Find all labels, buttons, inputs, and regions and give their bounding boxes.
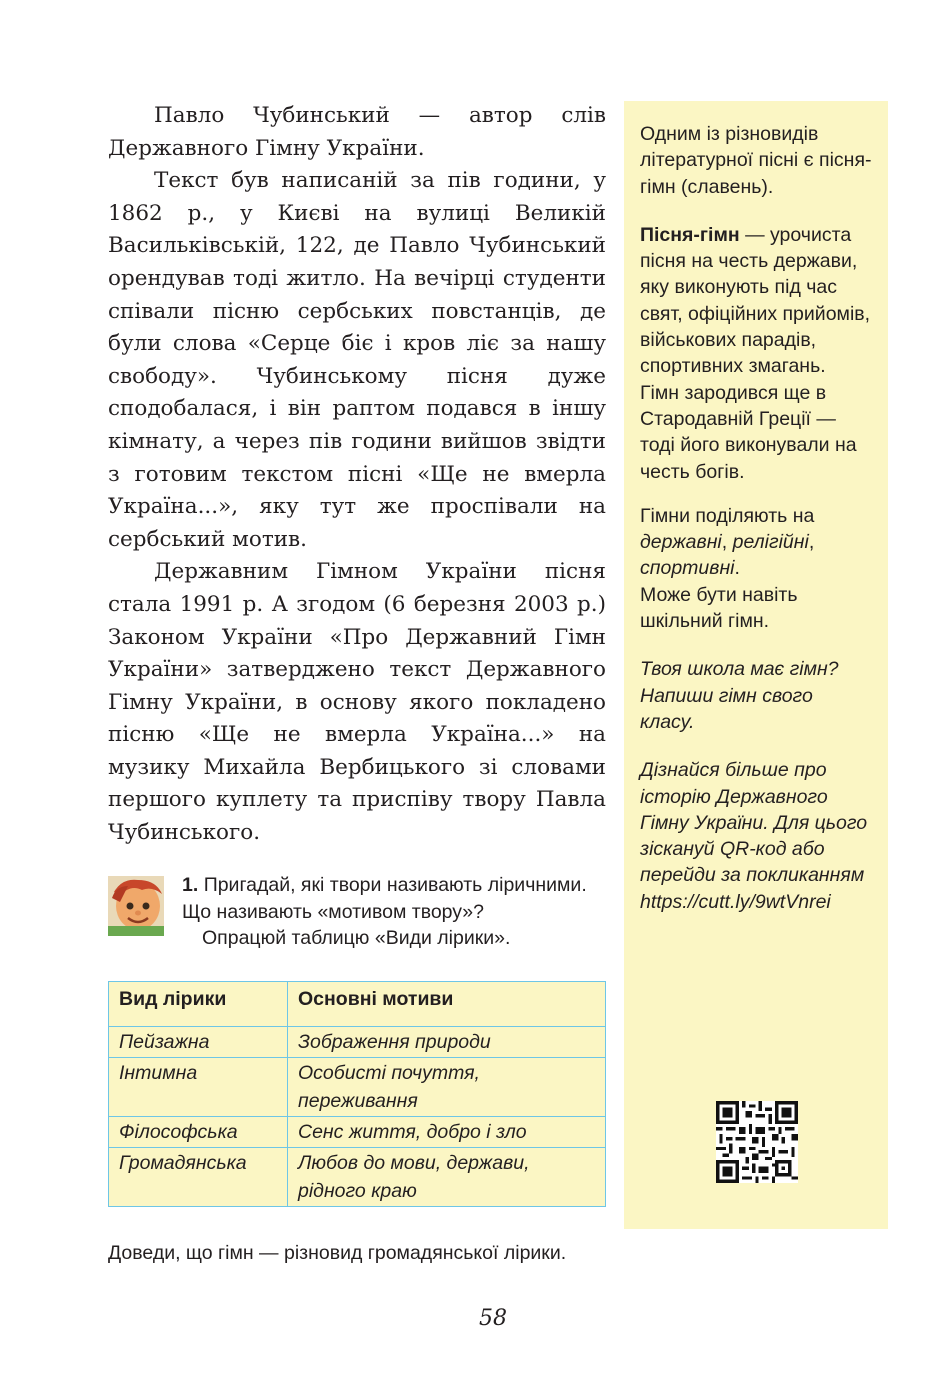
term-anthem: Пісня-гімн [640,223,740,246]
table-header-type: Вид лірики [109,982,288,1027]
table-cell-type: Громадянська [109,1148,288,1207]
table-cell-motif: Особисті почуття, переживання [288,1058,606,1117]
table-cell-type: Філософська [109,1117,288,1148]
task-text [182,872,602,952]
task-instruction: Опрацюй таблицю «Види лірики». [202,927,511,949]
table-row [109,1148,606,1207]
sidebar-intro: Одним із різновидів літературної пісні є пісня-гімн (славень). [640,123,872,198]
paragraph-author: Павло Чубинський — автор слів Державного Гімну України. [108,103,606,161]
table-row [109,1027,606,1058]
page-number: 58 [479,1306,507,1331]
table-cell-motif: Зображення природи [288,1027,606,1058]
table-cell-type: Інтимна [109,1058,288,1117]
table-row [109,1058,606,1117]
task-number: 1. [182,874,199,896]
sidebar-origin: Гімн зародився ще в Стародавній Греції — тоді його виконували на честь богів. [640,381,857,483]
table-cell-motif: Любов до мови, держави, рідного краю [288,1148,606,1207]
paragraph-anthem-law: Державним Гімном України пісня стала 1991 р. А згодом (6 березня 2003 р.) Законом України «Про Державний Гімн України» затверджено текст Державного Гімну України, в основу якого покладено пісню «Ще не вмерла Україна...» на музику Михайла Вербицького зі словами першого куплету та приспіву твору Павла Чубинського. [108,559,606,846]
sidebar-definition: Пісня-гімн — урочиста пісня на честь держави, яку виконують під час свят, офіційних прийомів, військових парадів, спортивних змагань. [640,223,871,378]
prove-task: Доведи, що гімн — різновид громадянської лірики. [108,1242,567,1264]
task-question: Пригадай, які твори називають ліричними. Що називають «мотивом твору»? [182,874,587,923]
table-cell-type: Пейзажна [109,1027,288,1058]
table-row [109,1117,606,1148]
qr-code-icon[interactable] [716,1101,798,1183]
sidebar-question: Твоя школа має гімн? Напиши гімн свого класу. [640,658,839,733]
sidebar-learn-more: Дізнайся більше про історію Державного Гімну України. Для цього зіскануй QR-код або перейди за покликанням https://cutt.ly/9wtVnrei [640,759,868,913]
boy-character-icon [108,876,164,936]
table-header-motifs: Основні мотиви [288,982,606,1027]
paragraph-history: Текст був написаній за пів години, у 1862 р., у Києві на вулиці Великій Васильківській, 122, де Павло Чубинський орендував тоді житло. На вечірці студенти співали пісню сербських повстанців, де були слова «Серце біє і кров ліє за нашу свободу». Чубинському пісня дуже сподобалася, і він раптом подався в іншу кімнату, а через пів години вийшов звідти з готовим текстом пісні «Ще не вмерла Україна...», яку тут же проспівали на сербський мотив. [108,168,606,552]
main-text [108,100,606,850]
sidebar-school: Може бути навіть шкільний гімн. [640,583,798,633]
sidebar-types: Гімни поділяють на державні, релігійні, спортивні. [640,504,815,580]
table-cell-motif: Сенс життя, добро і зло [288,1117,606,1148]
sidebar-note [624,101,888,1229]
lyric-types-table [108,981,606,1207]
